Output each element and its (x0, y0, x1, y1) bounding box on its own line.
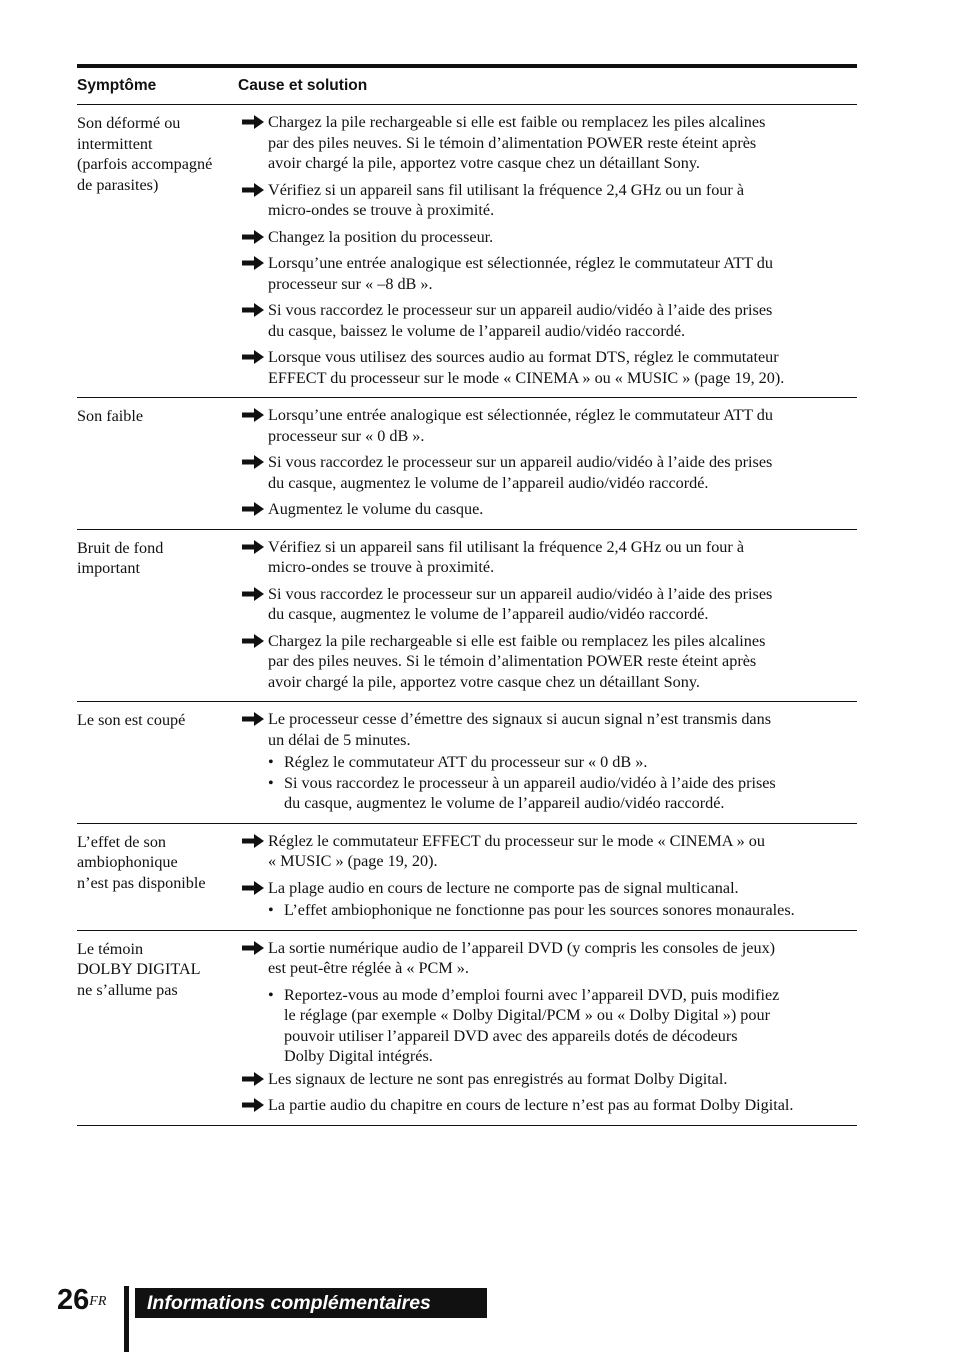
bullet-text (284, 900, 857, 921)
symptom-cell (77, 112, 242, 390)
text-line: de parasites) (77, 175, 159, 194)
text-line: Réglez le commutateur ATT du processeur sur « 0 dB ». (284, 753, 648, 771)
text-line: Bruit de fond (77, 538, 164, 557)
section-title: Informations complémentaires (135, 1288, 487, 1318)
arrow-right-icon (242, 537, 268, 578)
text-line: le réglage (par exemple « Dolby Digital/PCM » ou « Dolby Digital ») pour (284, 1006, 770, 1024)
solution-text (268, 537, 857, 578)
text-line: (parfois accompagné (77, 155, 213, 173)
text-line: EFFECT du processeur sur le mode « CINEMA » ou « MUSIC » (page 19, 20). (268, 368, 785, 387)
bullet-dot-icon: • (268, 901, 274, 919)
text-line: Chargez la pile rechargeable si elle est faible ou remplacez les piles alcalines (268, 631, 766, 650)
text-line: avoir chargé la pile, apportez votre casque chez un détaillant Sony. (268, 672, 700, 691)
solution-text (268, 405, 857, 446)
text-line: par des piles neuves. Si le témoin d’alimentation POWER reste éteint après (268, 133, 757, 152)
arrow-right-icon (242, 405, 268, 446)
table-row (77, 398, 857, 530)
solution-text (268, 1095, 857, 1116)
solution-item (242, 631, 857, 693)
arrow-right-icon (242, 1069, 268, 1090)
solution-text (268, 499, 857, 520)
bullet-text (284, 773, 857, 814)
text-line: Lorsque vous utilisez des sources audio au format DTS, réglez le commutateur (268, 348, 779, 366)
symptom-cell (77, 709, 242, 816)
bullet-item (268, 985, 857, 1067)
arrow-right-icon (242, 878, 268, 899)
table-row (77, 931, 857, 1126)
solution-text (268, 878, 857, 899)
solution-item (242, 878, 857, 899)
text-line: Si vous raccordez le processeur sur un appareil audio/vidéo à l’aide des prises (268, 453, 773, 471)
solution-item (242, 831, 857, 872)
cause-cell (242, 112, 857, 390)
symptom-cell (77, 831, 242, 923)
text-line: Son déformé ou (77, 114, 181, 132)
text-line: micro-ondes se trouve à proximité. (268, 201, 495, 219)
text-line: Si vous raccordez le processeur sur un appareil audio/vidéo à l’aide des prises (268, 301, 773, 319)
solution-item (242, 347, 857, 388)
text-line: Le son est coupé (77, 711, 186, 729)
table-row (77, 530, 857, 703)
text-line: du casque, augmentez le volume de l’appareil audio/vidéo raccordé. (268, 605, 709, 623)
solution-item (242, 499, 857, 520)
text-line: un délai de 5 minutes. (268, 730, 411, 749)
arrow-right-icon (242, 347, 268, 388)
cause-cell (242, 831, 857, 923)
solution-item (242, 537, 857, 578)
bullet-text (284, 752, 857, 773)
bullet-text (284, 985, 857, 1067)
cause-cell (242, 938, 857, 1118)
solution-text (268, 347, 857, 388)
solution-item (242, 300, 857, 341)
solution-text (268, 584, 857, 625)
text-line: processeur sur « –8 dB ». (268, 274, 433, 293)
text-line: Si vous raccordez le processeur à un appareil audio/vidéo à l’aide des prises (284, 773, 776, 792)
solution-item (242, 227, 857, 248)
solution-item (242, 180, 857, 221)
text-line: Le processeur cesse d’émettre des signaux si aucun signal n’est transmis dans (268, 710, 772, 728)
solution-text (268, 1069, 857, 1090)
bullet-list (268, 900, 857, 921)
header-cause: Cause et solution (238, 77, 368, 94)
arrow-right-icon (242, 499, 268, 520)
bullet-item (268, 773, 857, 814)
solution-item (242, 112, 857, 174)
text-line: La partie audio du chapitre en cours de lecture n’est pas au format Dolby Digital. (268, 1096, 794, 1114)
solution-text (268, 709, 857, 750)
solution-item (242, 1095, 857, 1116)
solution-item (242, 709, 857, 750)
text-line: L’effet de son (77, 832, 167, 851)
arrow-right-icon (242, 709, 268, 750)
text-line: ambiophonique (77, 853, 178, 871)
text-line: DOLBY DIGITAL (77, 960, 201, 978)
cause-cell (242, 405, 857, 522)
symptom-cell (77, 405, 242, 522)
troubleshooting-table (77, 64, 857, 1126)
text-line: Si vous raccordez le processeur sur un appareil audio/vidéo à l’aide des prises (268, 584, 773, 603)
arrow-right-icon (242, 180, 268, 221)
text-line: Dolby Digital intégrés. (284, 1047, 433, 1065)
text-line: Augmentez le volume du casque. (268, 500, 484, 518)
solution-item (242, 584, 857, 625)
table-row (77, 824, 857, 931)
text-line: du casque, baissez le volume de l’appareil audio/vidéo raccordé. (268, 321, 686, 340)
bullet-dot-icon: • (268, 753, 274, 771)
text-line: Les signaux de lecture ne sont pas enregistrés au format Dolby Digital. (268, 1069, 728, 1088)
solution-item (242, 1069, 857, 1090)
table-header (77, 68, 857, 105)
text-line: du casque, augmentez le volume de l’appareil audio/vidéo raccordé. (268, 473, 709, 492)
solution-text (268, 112, 857, 174)
arrow-right-icon (242, 831, 268, 872)
text-line: par des piles neuves. Si le témoin d’alimentation POWER reste éteint après (268, 652, 757, 670)
text-line: Lorsqu’une entrée analogique est sélectionnée, réglez le commutateur ATT du (268, 254, 773, 272)
solution-text (268, 180, 857, 221)
text-line: ne s’allume pas (77, 980, 178, 999)
text-line: Son faible (77, 407, 144, 425)
solution-text (268, 253, 857, 294)
arrow-right-icon (242, 227, 268, 248)
solution-text (268, 300, 857, 341)
arrow-right-icon (242, 584, 268, 625)
page-language-suffix: FR (89, 1294, 107, 1309)
bullet-dot-icon: • (268, 773, 274, 792)
arrow-right-icon (242, 300, 268, 341)
text-line: L’effet ambiophonique ne fonctionne pas pour les sources sonores monaurales. (284, 901, 795, 919)
text-line: Le témoin (77, 939, 144, 958)
solution-item (242, 253, 857, 294)
text-line: Changez la position du processeur. (268, 227, 494, 246)
table-body (77, 105, 857, 1126)
bullet-list (268, 752, 857, 814)
symptom-cell (77, 537, 242, 695)
bullet-dot-icon: • (268, 985, 274, 1004)
text-line: « MUSIC » (page 19, 20). (268, 852, 438, 870)
bullet-list (268, 985, 857, 1067)
symptom-cell (77, 938, 242, 1118)
solution-text (268, 452, 857, 493)
header-symptom: Symptôme (77, 77, 157, 94)
text-line: Vérifiez si un appareil sans fil utilisant la fréquence 2,4 GHz ou un four à (268, 180, 745, 199)
text-line: micro-ondes se trouve à proximité. (268, 558, 495, 576)
solution-item (242, 938, 857, 979)
text-line: est peut-être réglée à « PCM ». (268, 959, 469, 977)
text-line: Réglez le commutateur EFFECT du processeur sur le mode « CINEMA » ou (268, 831, 765, 850)
arrow-right-icon (242, 452, 268, 493)
text-line: Chargez la pile rechargeable si elle est faible ou remplacez les piles alcalines (268, 113, 766, 131)
table-row (77, 702, 857, 824)
text-line: La plage audio en cours de lecture ne comporte pas de signal multicanal. (268, 878, 739, 897)
solution-text (268, 831, 857, 872)
text-line: Lorsqu’une entrée analogique est sélectionnée, réglez le commutateur ATT du (268, 406, 773, 424)
arrow-right-icon (242, 253, 268, 294)
text-line: du casque, augmentez le volume de l’appareil audio/vidéo raccordé. (284, 794, 725, 812)
text-line: Vérifiez si un appareil sans fil utilisant la fréquence 2,4 GHz ou un four à (268, 537, 745, 556)
footer-bar (124, 1286, 129, 1352)
arrow-right-icon (242, 938, 268, 979)
text-line: important (77, 559, 140, 577)
text-line: La sortie numérique audio de l’appareil DVD (y compris les consoles de jeux) (268, 938, 776, 957)
text-line: intermittent (77, 134, 153, 153)
bullet-item (268, 900, 857, 921)
arrow-right-icon (242, 631, 268, 693)
arrow-right-icon (242, 112, 268, 174)
table-row (77, 105, 857, 398)
text-line: processeur sur « 0 dB ». (268, 426, 425, 445)
solution-text (268, 227, 857, 248)
cause-cell (242, 709, 857, 816)
text-line: Reportez-vous au mode d’emploi fourni avec l’appareil DVD, puis modifiez (284, 985, 780, 1004)
solution-item (242, 452, 857, 493)
arrow-right-icon (242, 1095, 268, 1116)
solution-text (268, 631, 857, 693)
solution-item (242, 405, 857, 446)
text-line: n’est pas disponible (77, 873, 206, 892)
text-line: pouvoir utiliser l’appareil DVD avec des appareils dotés de décodeurs (284, 1026, 738, 1045)
text-line: avoir chargé la pile, apportez votre casque chez un détaillant Sony. (268, 154, 700, 172)
bullet-item (268, 752, 857, 773)
solution-text (268, 938, 857, 979)
cause-cell (242, 537, 857, 695)
page-number: $26^{FR}$ (57, 1284, 107, 1316)
